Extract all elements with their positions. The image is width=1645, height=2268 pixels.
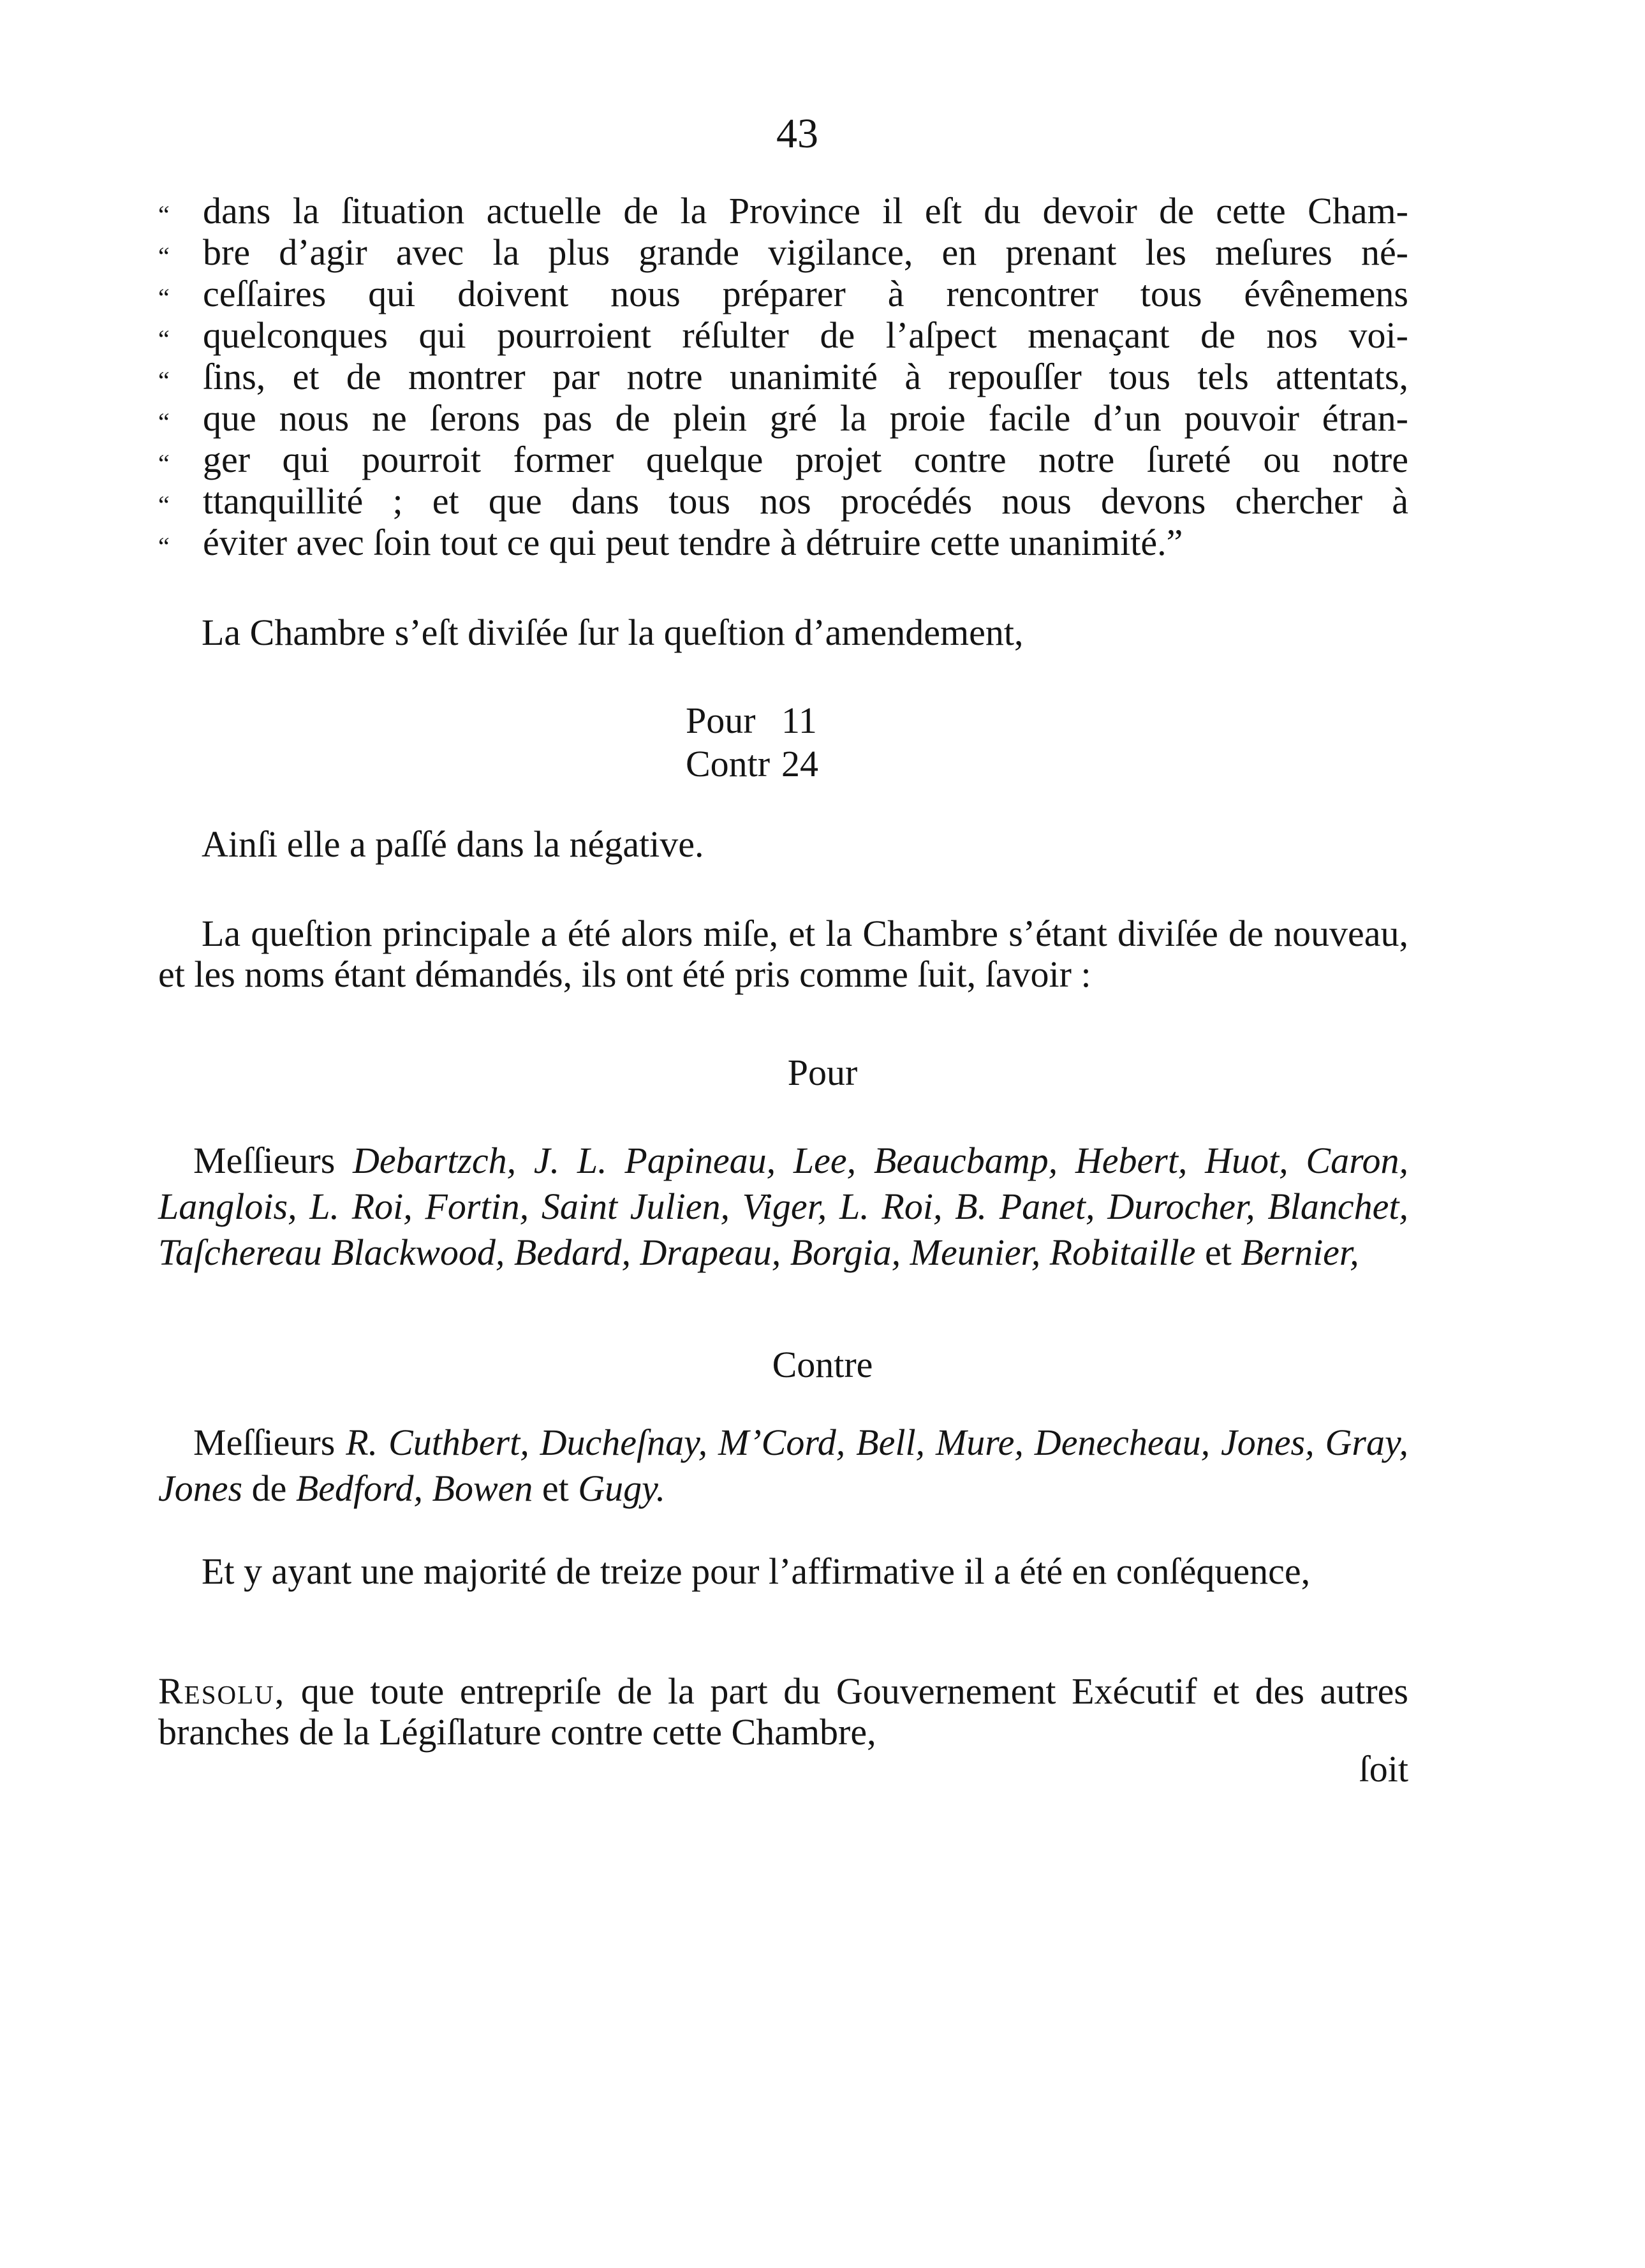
pour-intro: Meſſieurs — [193, 1140, 336, 1181]
amendment-vote-contre — [686, 744, 818, 784]
vote-pour-label: Pour — [686, 700, 756, 741]
quote-line — [158, 190, 1408, 232]
quote-line — [158, 314, 1408, 356]
catchword: ſoit — [1359, 1748, 1408, 1790]
contre-intro: Meſſieurs — [193, 1422, 336, 1463]
pour-connector: et — [1204, 1232, 1232, 1273]
division-paragraph — [158, 612, 1408, 653]
contre-names-paragraph — [158, 1420, 1408, 1512]
quote-line — [158, 273, 1408, 314]
quote-line-text: éviter avec ſoin tout ce qui peut tendre à détruire cette unanimité.” — [203, 522, 1183, 563]
negative-paragraph — [158, 824, 1408, 865]
majority-paragraph — [158, 1551, 1408, 1592]
quote-line-text: ttanquillité ; et que dans tous nos procédés nous devons chercher à — [203, 480, 1408, 522]
contre-connector-et: et — [542, 1468, 569, 1509]
resolu-label: Resolu, — [158, 1670, 286, 1712]
amendment-vote-pour — [686, 700, 817, 741]
contre-heading: Contre — [772, 1344, 873, 1385]
quote-line — [158, 397, 1408, 439]
vote-contre-label: Contr — [686, 743, 771, 784]
contre-names: R. Cuthbert, Ducheſnay, M’Cord, Bell, Mure, Denecheau, Jones, Gray, Jones — [158, 1422, 1408, 1509]
contre-place: Bedford, Bowen — [295, 1468, 533, 1509]
quote-mark: “ — [158, 283, 170, 312]
vote-contre-count: 24 — [781, 743, 818, 784]
pour-heading: Pour — [787, 1052, 858, 1093]
vote-pour-count: 11 — [781, 700, 817, 741]
quote-mark: “ — [158, 408, 170, 436]
quote-line-text: ceſſaires qui doivent nous préparer à rencontrer tous évênemens — [203, 273, 1408, 314]
majority-text: Et y ayant une majorité de treize pour l’affirmative il a été en conſéquence, — [202, 1550, 1311, 1592]
quote-mark: “ — [158, 242, 170, 270]
quote-line — [158, 356, 1408, 397]
quote-mark: “ — [158, 449, 170, 478]
division-text: La Chambre s’eſt diviſée ſur la queſtion d’amendement, — [202, 612, 1024, 653]
quote-line — [158, 480, 1408, 522]
quote-line — [158, 522, 1408, 563]
page-number: 43 — [776, 110, 818, 157]
quote-line-text: bre d’agir avec la plus grande vigilance, en prenant les meſures né- — [203, 232, 1408, 273]
quote-mark: “ — [158, 200, 170, 229]
pour-last-name: Bernier, — [1241, 1232, 1359, 1273]
principal-text: La queſtion principale a été alors miſe, et la Chambre s’étant diviſée de nouveau, et les noms étant démandés, ils ont été pris comme ſuit, ſavoir : — [158, 913, 1408, 995]
quote-line-text: quelconques qui pourroient réſulter de l’aſpect menaçant de nos voi- — [203, 314, 1408, 356]
quoted-amendment — [158, 190, 1408, 563]
quote-line-text: ſins, et de montrer par notre unanimité à repouſſer tous tels attentats, — [203, 356, 1408, 397]
pour-names-paragraph — [158, 1138, 1408, 1276]
quote-mark: “ — [158, 366, 170, 395]
resolu-text: que toute entrepriſe de la part du Gouvernement Exécutif et des autres branches de la Légiſlature contre cette Chambre, — [158, 1670, 1409, 1753]
contre-last-name: Gugy. — [578, 1468, 666, 1509]
quote-line-text: que nous ne ſerons pas de plein gré la proie facile d’un pouvoir étran- — [203, 397, 1408, 439]
quote-line-text: ger qui pourroit former quelque projet contre notre ſureté ou notre — [203, 439, 1408, 480]
quote-line — [158, 439, 1408, 480]
quote-line-text: dans la ſituation actuelle de la Province il eſt du devoir de cette Cham- — [203, 190, 1408, 232]
resolution-paragraph — [158, 1671, 1408, 1753]
quote-line — [158, 232, 1408, 273]
quote-mark: “ — [158, 325, 170, 353]
quote-mark: “ — [158, 532, 170, 561]
contre-connector-de: de — [251, 1468, 287, 1509]
principal-question-paragraph — [158, 913, 1408, 995]
negative-text: Ainſi elle a paſſé dans la négative. — [202, 823, 704, 865]
quote-mark: “ — [158, 490, 170, 519]
pour-names: Debartzch, J. L. Papineau, Lee, Beaucbamp, Hebert, Huot, Caron, Langlois, L. Roi, Fortin, Saint Julien, Viger, L. Roi, B. Panet, Durocher, Blanchet, Taſchereau Blackwood, Bedard, Drapeau, Borgia, Meunier, Robitaille — [158, 1140, 1408, 1273]
